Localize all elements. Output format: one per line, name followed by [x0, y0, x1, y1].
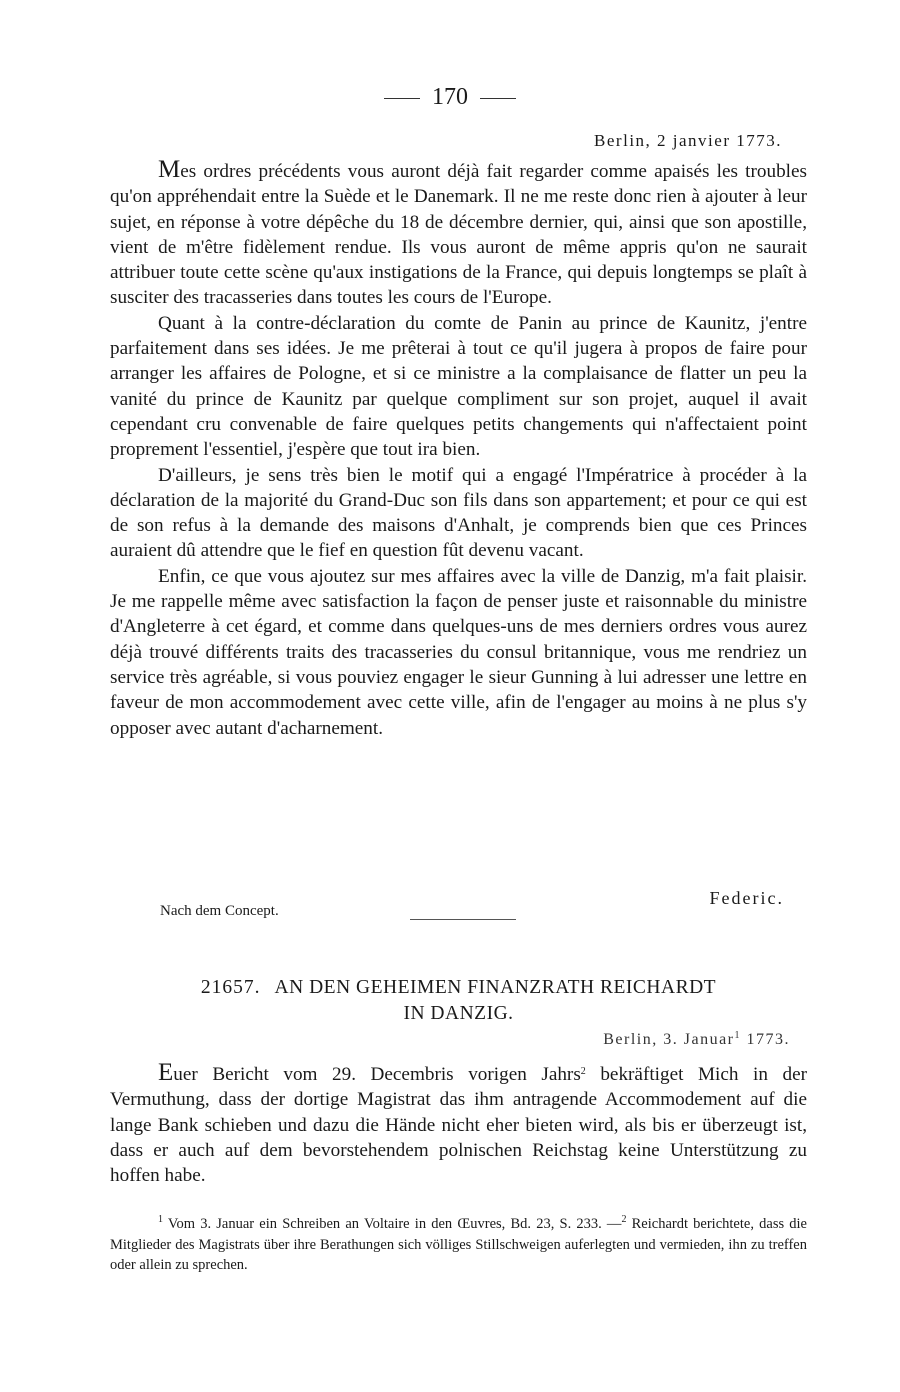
letter1-paragraph-1 — [110, 157, 807, 311]
footnote-2-mark: 2 — [621, 1214, 627, 1225]
footnote-1-mark: 1 — [158, 1214, 163, 1225]
header-rule-right — [480, 98, 516, 99]
letter2-body — [110, 1059, 807, 1188]
letter1-paragraph-3: D'ailleurs, je sens très bien le motif qui a engagé l'Impératrice à procéder à la déclaration de la majorité du Grand-Duc son fils dans son appartement; et pour ce qui est de son refus à la demande des maisons d'Anhalt, je comprends bien que ces Princes auraient dû attendre que le fief en question fût devenu vacant. — [110, 464, 807, 562]
letter2-dateline-pre: Berlin, 3. Januar — [603, 1031, 735, 1048]
letter1-dropcap: M — [158, 156, 181, 183]
letter1-paragraph-1-text: es ordres précédents vous auront déjà fait regarder comme apaisés les troubles qu'on appréhendait entre la Suède et le Danemark. Il ne me reste donc rien à ajouter à leur sujet, en réponse à votre dépêche du 18 de décembre dernier, qui, ainsi que son apostille, vient de m'être fidèlement rendue. Ils vous auront de même appris qu'on ne saurait attribuer toute cette scène qu'aux instigations de la France, qui depuis longtemps se plaît à susciter des tracasseries dans toutes les cours de l'Europe. — [110, 161, 807, 309]
footnote-2-text: Reichardt berichtete, dass die Mitglieder des Magistrats über ihre Berathungen sich völliges Stillschweigen auferlegten und vermieden, ihn zu treffen oder allein zu sprechen. — [110, 1216, 807, 1273]
header-rule-left — [384, 98, 420, 99]
letter2-dateline — [603, 1030, 790, 1049]
letter2-text-pre: uer Bericht vom 29. Decembris vorigen Jahrs — [173, 1064, 581, 1085]
footnote-1 — [110, 1210, 807, 1276]
page-number: 170 — [432, 84, 468, 110]
letter1-dateline: Berlin, 2 janvier 1773. — [594, 131, 782, 150]
letter1-paragraph-2: Quant à la contre-déclaration du comte de Panin au prince de Kaunitz, j'entre parfaitement dans ses idées. Je me prêterai à tout ce qu'il jugera à propos de faire pour arranger les affaires de Pologne, et si ce ministre a la complaisance de flatter un peu la vanité du prince de Kaunitz par quelque compliment sur son projet, auquel il avait cependant cru convenable de faire quelques petits changements qui n'affectaient point proprement l'essentiel, j'espère que tout ira bien. — [110, 312, 807, 461]
letter2-heading — [110, 975, 807, 1027]
letter2-text-post: bekräftiget Mich in der Vermuthung, dass der dortige Magistrat das ihm antragende Accommodement auf die lange Bank schieben und dazu die Hände nicht eher bieten wird, als bis er überzeugt ist, dass er auch auf dem bevorstehendem polnischen Reichstag keine Unterstützung zu hoffen habe. — [110, 1064, 808, 1187]
letter2-paragraph-1 — [110, 1059, 807, 1188]
letter1-paragraph-4: Enfin, ce que vous ajoutez sur mes affaires avec la ville de Danzig, m'a fait plaisir. Je me rappelle même avec satisfaction la façon de penser juste et raisonnable du ministre d'Angleterre à cet égard, et comme dans quelques-uns de mes derniers ordres vous aurez déjà trouvé différents traits des tracasseries du consul britannique, vous me rendriez un service très agréable, si vous pouviez engager le sieur Gunning à lui adresser une lettre en faveur de mon accommodement avec cette ville, afin de l'engager au moins à ne plus s'y opposer avec autant d'acharnement. — [110, 565, 807, 739]
letter2-title-line1: AN DEN GEHEIMEN FINANZRATH REICHARDT — [274, 977, 717, 998]
letter2-number: 21657. — [200, 977, 261, 998]
section-separator — [410, 919, 516, 920]
letter2-dateline-footnote-mark: 1 — [734, 1030, 741, 1041]
letter2-dropcap: E — [158, 1059, 174, 1086]
page-header — [0, 84, 900, 111]
footnote-1-text: Vom 3. Januar ein Schreiben an Voltaire in den Œuvres, Bd. 23, S. 233. — — [163, 1216, 622, 1232]
letter2-footnote-mark: 2 — [580, 1066, 586, 1077]
letter2-heading-line1 — [110, 975, 807, 1001]
letter2-dateline-post: 1773. — [741, 1031, 790, 1048]
letter1-body — [110, 157, 807, 741]
letter2-title-line2: IN DANZIG. — [403, 1003, 514, 1024]
letter1-signature: Federic. — [709, 888, 784, 908]
letter1-source-note: Nach dem Concept. — [160, 903, 279, 919]
footnotes — [110, 1210, 807, 1276]
